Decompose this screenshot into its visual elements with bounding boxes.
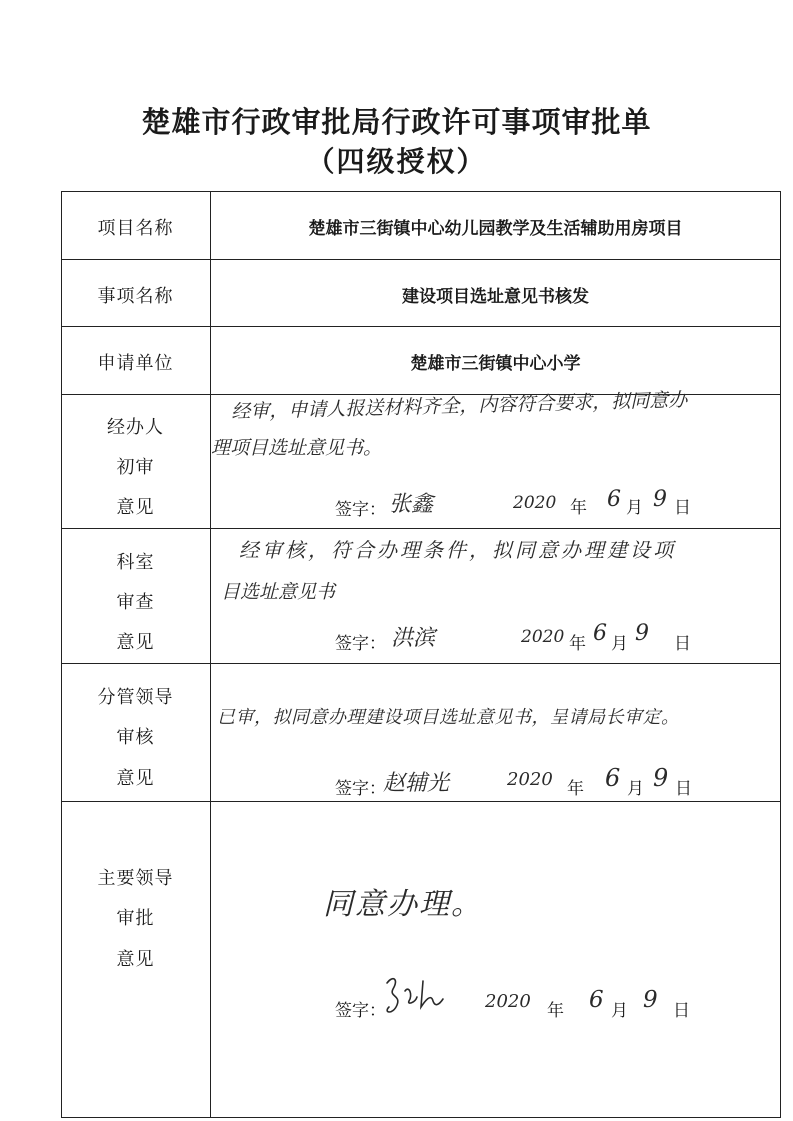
item-name-value: 建设项目选址意见书核发 [402, 287, 589, 307]
deputy-opinion-text: 已审，拟同意办理建设项目选址意见书，呈请局长审定。 [217, 707, 680, 728]
director-date-year: 2020 [485, 991, 531, 1012]
year-unit: 年 [567, 779, 584, 799]
section-opinion-label-line: 意见 [116, 632, 155, 653]
handler-opinion-text: 理项目选址意见书。 [211, 437, 383, 459]
deputy-opinion-label-line: 审核 [116, 727, 155, 748]
handler-date-day: 9 [653, 487, 667, 512]
row-divider [61, 259, 781, 260]
handler-opinion-label-line: 初审 [116, 457, 155, 478]
section-opinion-text: 目选址意见书 [221, 581, 336, 603]
section-opinion-label-line: 科室 [116, 552, 155, 573]
handler-date-month: 6 [607, 487, 621, 512]
month-unit: 月 [611, 1001, 628, 1021]
item-name-label: 事项名称 [97, 286, 174, 307]
section-date-month: 6 [593, 621, 607, 646]
month-unit: 月 [627, 779, 644, 799]
section-sign-label: 签字： [335, 634, 386, 654]
table-border-top [61, 191, 781, 192]
applicant-label: 申请单位 [97, 353, 174, 374]
director-sign-label: 签字： [335, 1001, 386, 1021]
section-date-day: 9 [635, 621, 649, 646]
table-border-bottom [61, 1117, 781, 1118]
day-unit: 日 [673, 1001, 690, 1021]
section-opinion-label-line: 审查 [116, 592, 155, 613]
handler-sign-label: 签字： [335, 500, 386, 520]
day-unit: 日 [675, 779, 692, 799]
document-title: 楚雄市行政审批局行政许可事项审批单 [141, 105, 652, 139]
column-divider [210, 191, 211, 1118]
director-opinion-text: 同意办理。 [323, 887, 483, 922]
deputy-date-month: 6 [605, 764, 621, 792]
director-date-month: 6 [589, 987, 604, 1013]
table-border-right [780, 191, 781, 1118]
deputy-sign-label: 签字： [335, 779, 386, 799]
section-signature: 洪滨 [391, 626, 436, 651]
year-unit: 年 [570, 498, 587, 518]
director-signature [379, 971, 459, 1021]
year-unit: 年 [569, 634, 586, 654]
handler-opinion-label-line: 经办人 [107, 417, 164, 438]
director-opinion-label-line: 意见 [116, 949, 155, 970]
row-divider [61, 801, 781, 802]
director-opinion-label-line: 主要领导 [97, 868, 174, 889]
director-opinion-label-line: 审批 [116, 908, 155, 929]
project-name-value: 楚雄市三街镇中心幼儿园教学及生活辅助用房项目 [308, 219, 683, 239]
section-opinion-text: 经审核，符合办理条件，拟同意办理建设项 [239, 538, 676, 562]
row-divider [61, 663, 781, 664]
section-date-year: 2020 [521, 627, 565, 647]
director-date-day: 9 [643, 987, 658, 1013]
applicant-value: 楚雄市三街镇中心小学 [410, 354, 581, 374]
project-name-label: 项目名称 [97, 218, 174, 239]
deputy-opinion-label-line: 分管领导 [97, 687, 174, 708]
handler-date-year: 2020 [513, 493, 557, 513]
month-unit: 月 [611, 634, 628, 654]
year-unit: 年 [547, 1001, 564, 1021]
month-unit: 月 [626, 498, 643, 518]
day-unit: 日 [674, 634, 691, 654]
deputy-opinion-label-line: 意见 [116, 768, 155, 789]
handler-signature: 张鑫 [389, 492, 434, 517]
handler-opinion-text: 经审，申请人报送材料齐全，内容符合要求，拟同意办 [231, 389, 688, 423]
deputy-signature: 赵辅光 [383, 771, 450, 796]
deputy-date-day: 9 [653, 764, 669, 792]
row-divider [61, 528, 781, 529]
day-unit: 日 [674, 498, 691, 518]
deputy-date-year: 2020 [507, 769, 553, 790]
table-border-left [61, 191, 62, 1118]
row-divider [61, 326, 781, 327]
document-subtitle: （四级授权） [306, 145, 487, 178]
handler-opinion-label-line: 意见 [116, 497, 155, 518]
approval-form-table [61, 191, 781, 1118]
